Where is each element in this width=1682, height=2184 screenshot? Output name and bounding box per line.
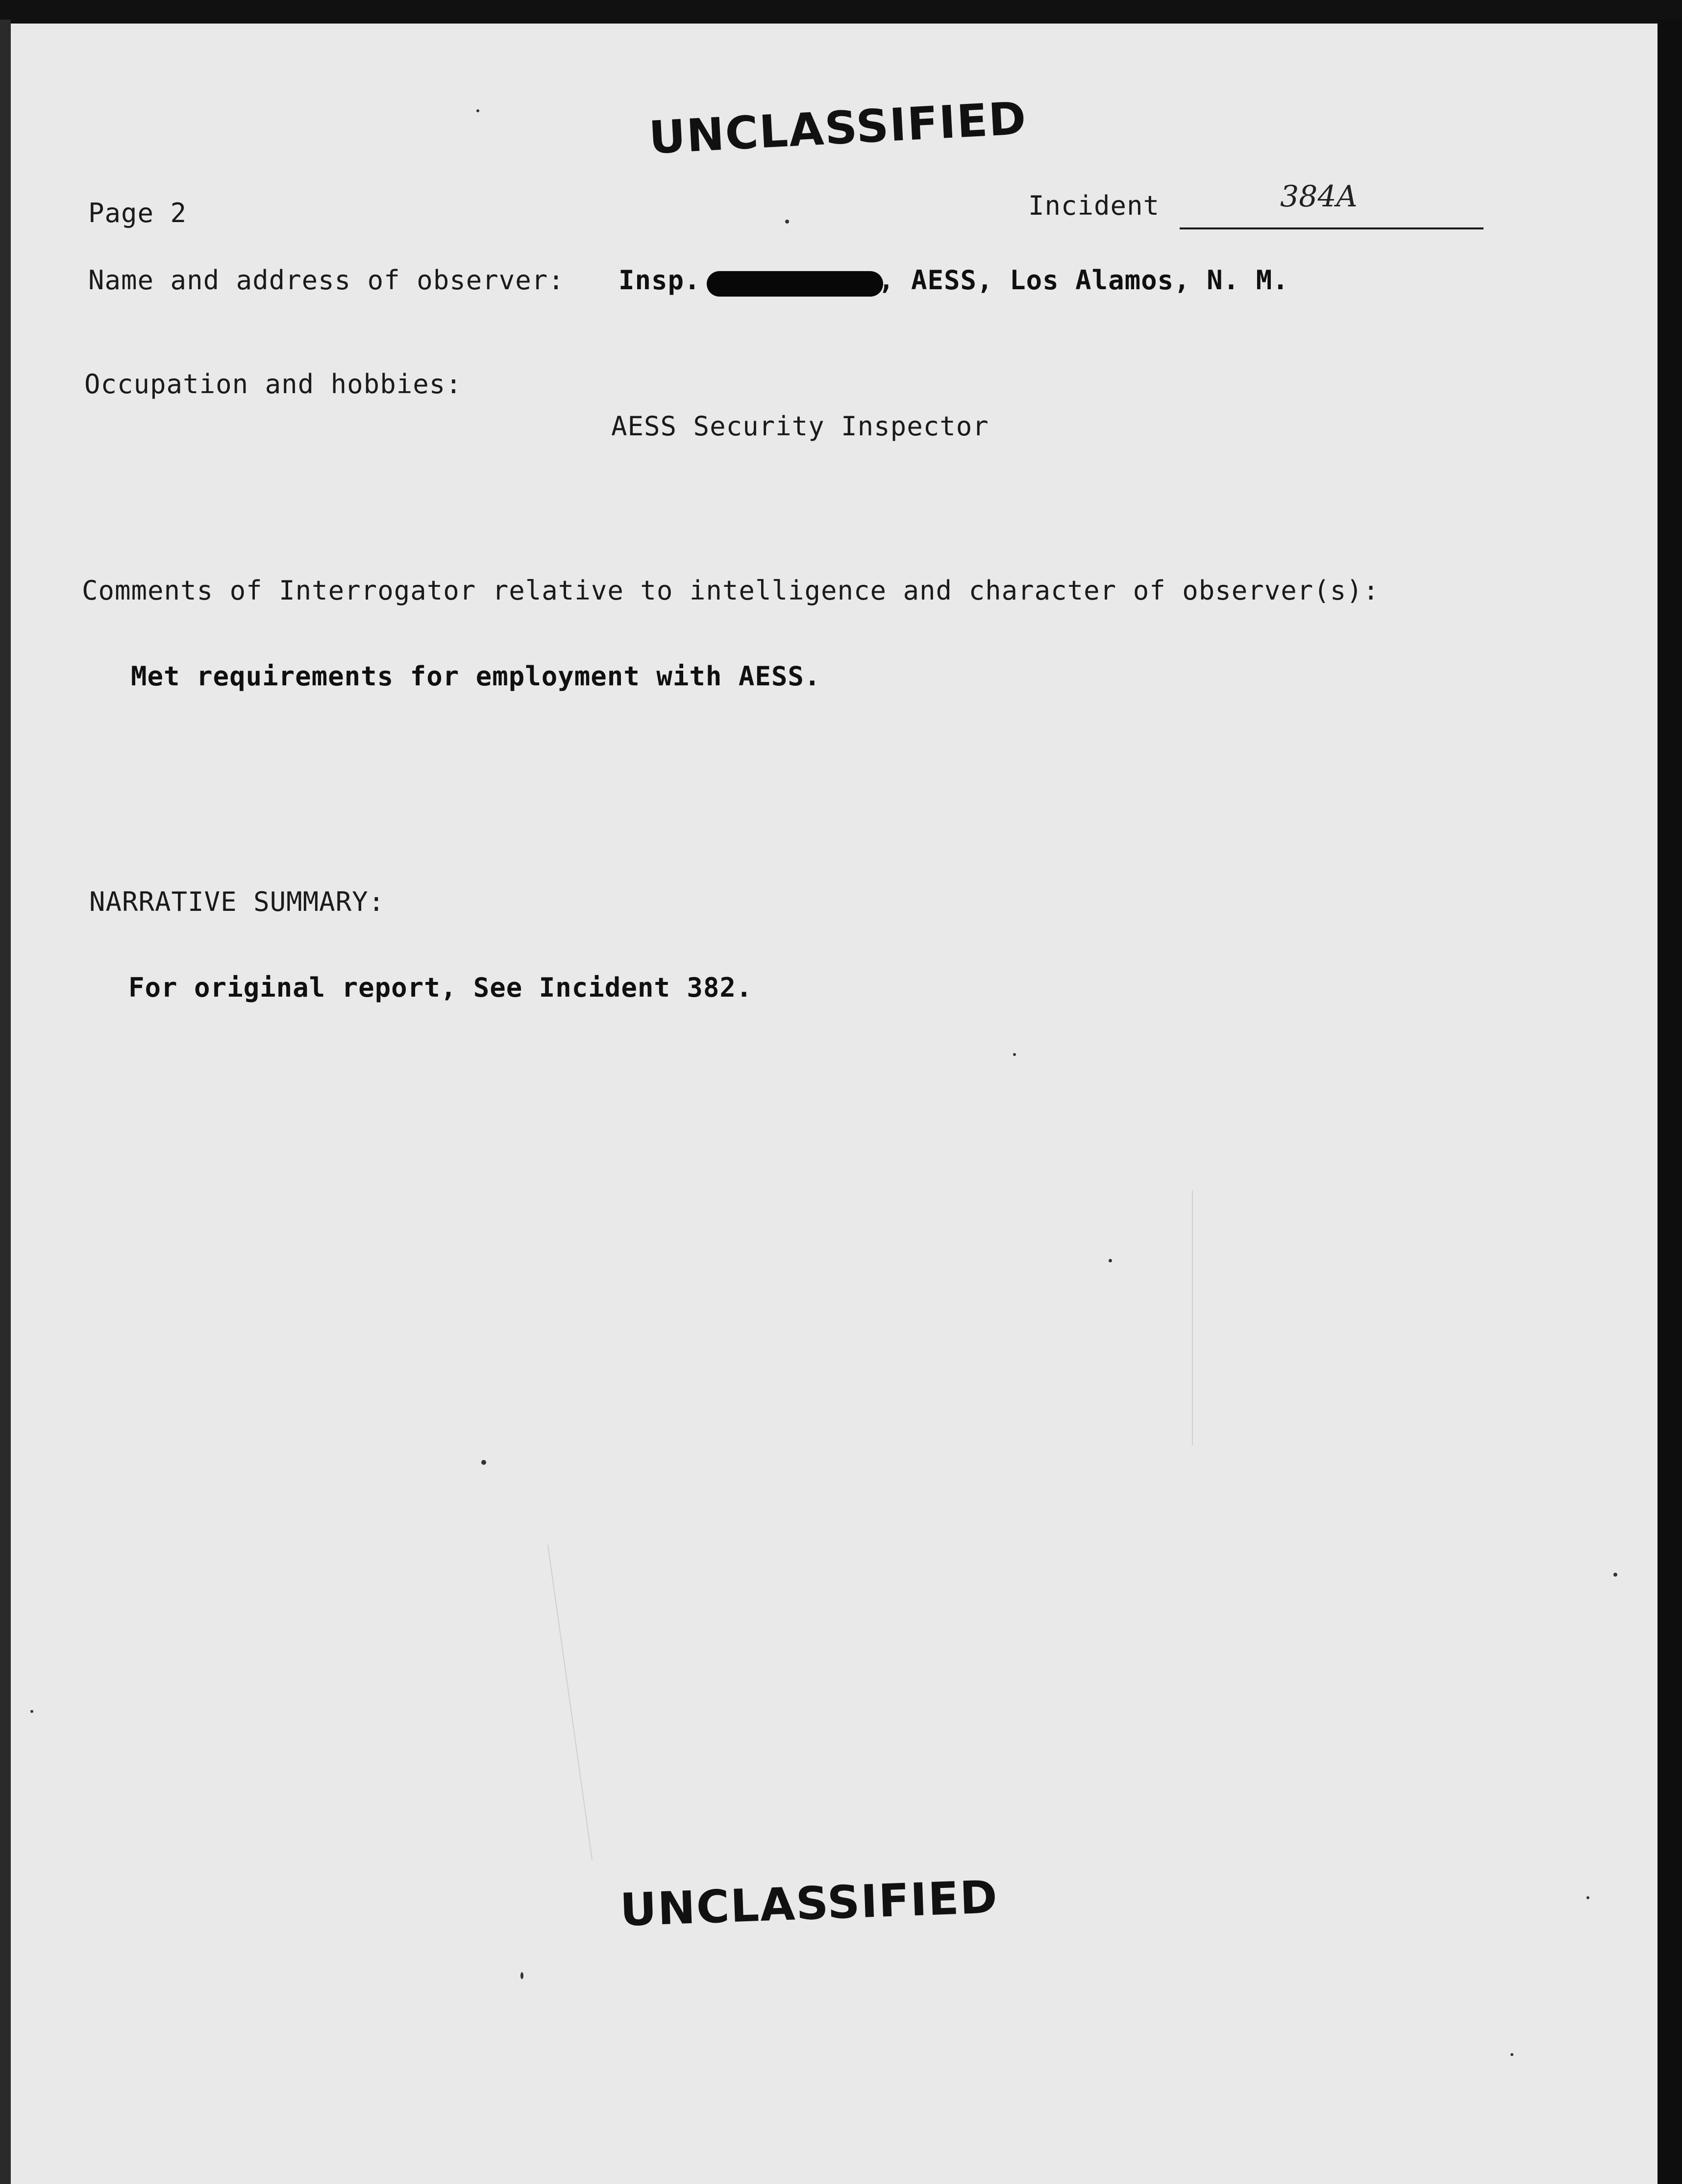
scan-speck bbox=[481, 1460, 486, 1465]
observer-suffix: , AESS, Los Alamos, N. M. bbox=[878, 265, 1289, 296]
scan-speck bbox=[30, 1710, 33, 1713]
occupation-value: AESS Security Inspector bbox=[611, 411, 989, 442]
scan-speck bbox=[1510, 2053, 1513, 2056]
scan-speck bbox=[1109, 1259, 1112, 1262]
page-number: Page 2 bbox=[88, 198, 187, 228]
incident-label: Incident bbox=[1028, 190, 1160, 221]
document-page bbox=[11, 24, 1657, 2184]
comments-value: Met requirements for employment with AESS. bbox=[131, 661, 821, 692]
scan-speck bbox=[1013, 1053, 1016, 1056]
redaction-bar bbox=[707, 271, 883, 297]
incident-underline bbox=[1180, 227, 1484, 229]
scan-scratch bbox=[547, 1545, 593, 1860]
classification-stamp-bottom: UNCLASSIFIED bbox=[619, 1871, 999, 1936]
scan-speck bbox=[1613, 1573, 1617, 1577]
narrative-value: For original report, See Incident 382. bbox=[128, 972, 753, 1003]
observer-label: Name and address of observer: bbox=[88, 265, 565, 296]
scan-speck bbox=[520, 1972, 523, 1979]
scan-border-right bbox=[1657, 20, 1682, 2184]
narrative-label: NARRATIVE SUMMARY: bbox=[89, 886, 385, 917]
classification-stamp-top: UNCLASSIFIED bbox=[647, 92, 1028, 164]
scan-border-left bbox=[0, 20, 11, 2184]
scan-speck bbox=[785, 220, 789, 224]
scan-speck bbox=[1586, 1896, 1589, 1899]
scan-scratch bbox=[1192, 1190, 1193, 1445]
scan-speck bbox=[476, 109, 479, 112]
incident-number: 384A bbox=[1280, 179, 1358, 214]
scan-border-top bbox=[0, 0, 1682, 24]
comments-label: Comments of Interrogator relative to intelligence and character of observer(s): bbox=[82, 575, 1380, 606]
occupation-label: Occupation and hobbies: bbox=[84, 369, 462, 400]
observer-prefix: Insp. bbox=[618, 265, 701, 296]
